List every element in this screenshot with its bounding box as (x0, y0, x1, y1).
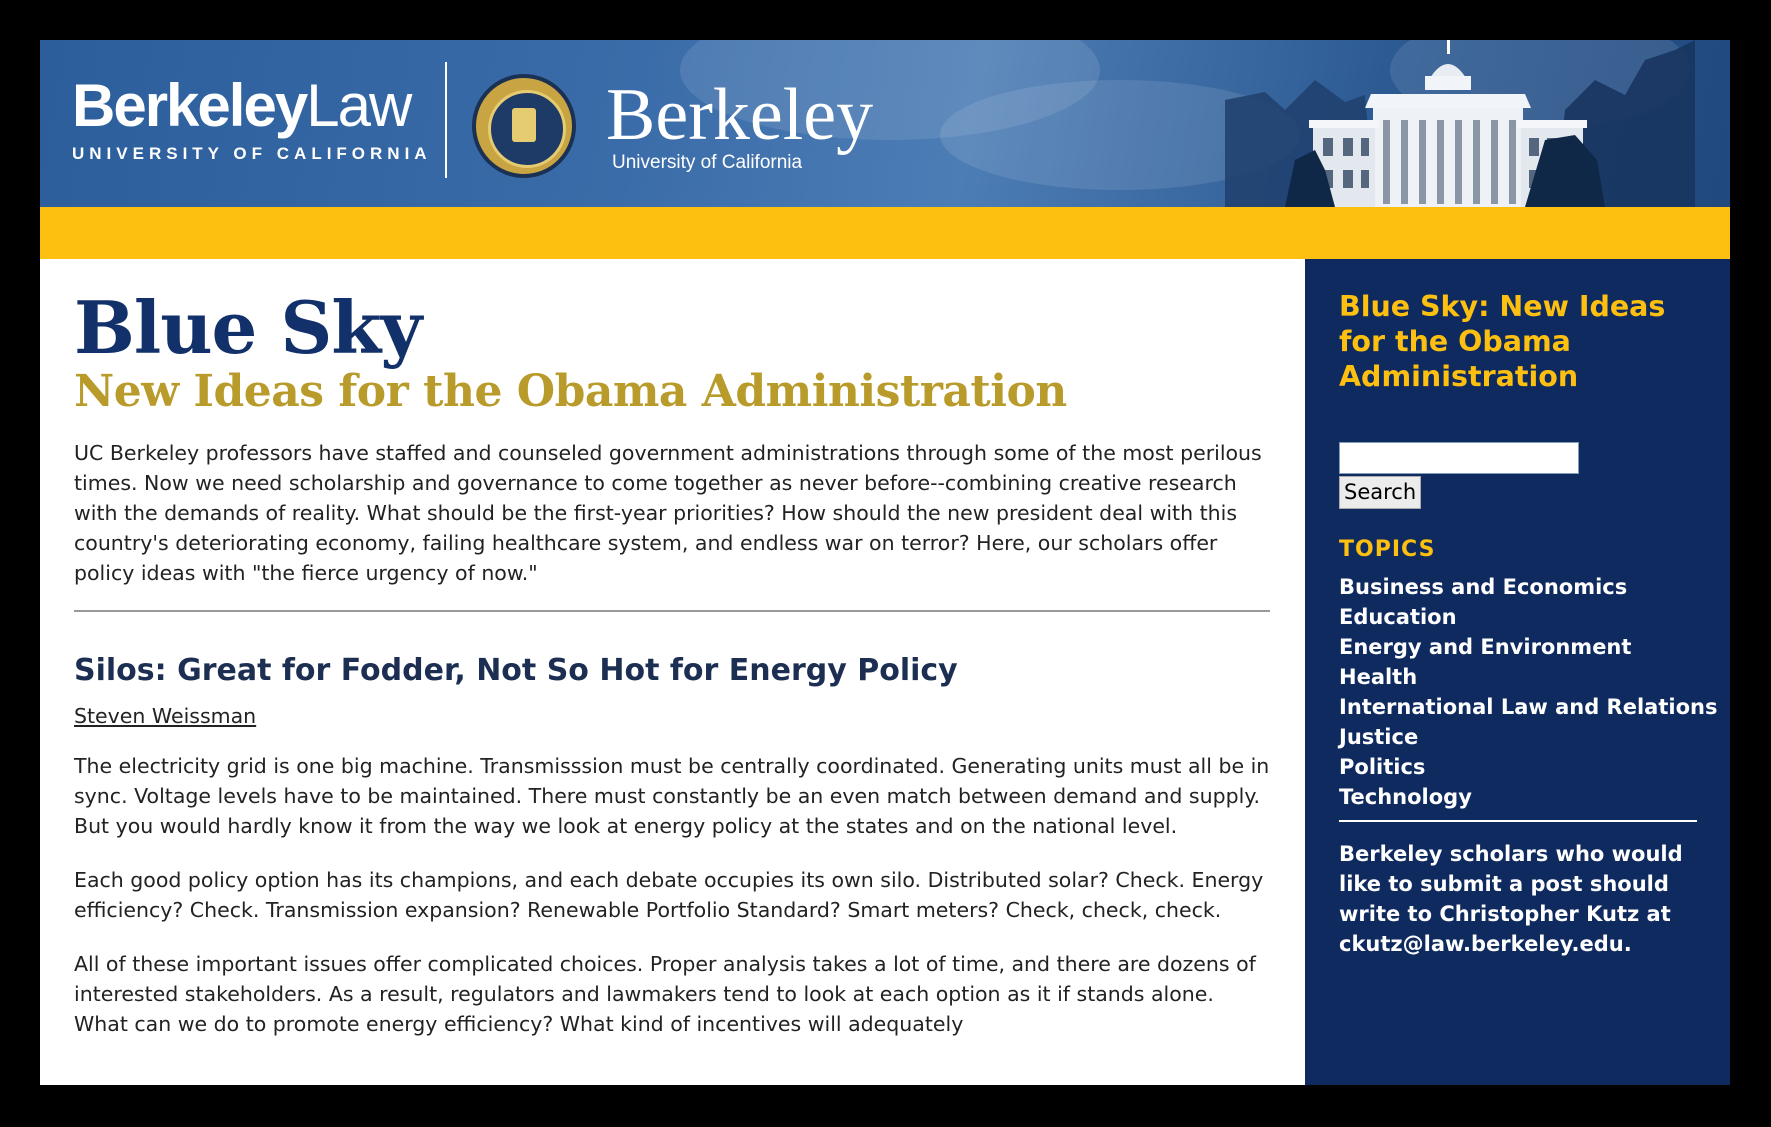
intro-text: UC Berkeley professors have staffed and counseled government administrations through some of the most perilous times. Now we need scholarship and governance to come together as never before--combining creative research with the demands of reality. What should be the first-year priorities? How should the new president deal with this country's deteriorating economy, failing healthcare system, and endless war on terror? Here, our scholars offer policy ideas with "the fierce urgency of now." (74, 441, 1262, 585)
divider (74, 610, 1270, 612)
search-input[interactable] (1339, 442, 1579, 474)
author-link[interactable]: Steven Weissman (74, 704, 257, 728)
browser-page (40, 40, 1730, 1085)
post-title[interactable]: Silos: Great for Fodder, Not So Hot for Energy Policy (74, 653, 958, 688)
topic-link-politics[interactable]: Politics (1339, 755, 1426, 779)
topic-link-health[interactable]: Health (1339, 665, 1418, 689)
logo-divider (445, 62, 447, 178)
berkeley-logo-name: Berkeley (606, 74, 874, 156)
law-logo-part1: Berkeley (72, 72, 307, 139)
sidebar-divider (1339, 820, 1697, 822)
page-subtitle: New Ideas for the Obama Administration (74, 366, 1067, 417)
white-house-icon (1225, 40, 1695, 207)
site-header (40, 40, 1730, 207)
topics-heading: TOPICS (1339, 537, 1436, 562)
sidebar (1305, 259, 1730, 1085)
search-button[interactable]: Search (1339, 476, 1421, 509)
uc-berkeley-logo[interactable] (606, 74, 874, 174)
berkeley-logo-subtitle: University of California (612, 152, 803, 173)
page-title: Blue Sky (74, 285, 422, 370)
topic-link-energy-environment[interactable]: Energy and Environment (1339, 635, 1632, 659)
submission-note: Berkeley scholars who would like to submit a post should write to Christopher Kutz at ckutz@law.berkeley.edu. (1339, 842, 1683, 956)
post-paragraph: The electricity grid is one big machine. Transmisssion must be centrally coordinated. Generating units must all be in sync. Voltage levels have to be maintained. There must constantly be an even match between demand and supply. But you would hardly know it from the way we look at energy policy at the states and on the national level. (74, 754, 1270, 838)
topic-link-business-economics[interactable]: Business and Economics (1339, 575, 1628, 599)
main-content (74, 285, 1270, 1039)
topic-link-education[interactable]: Education (1339, 605, 1457, 629)
topics-list (1339, 572, 1717, 812)
law-logo-part2: Law (306, 72, 411, 139)
law-logo-subtitle: UNIVERSITY OF CALIFORNIA (72, 144, 432, 163)
topic-link-international-law[interactable]: International Law and Relations (1339, 695, 1718, 719)
sidebar-title[interactable]: Blue Sky: New Ideas for the Obama Administration (1339, 290, 1666, 393)
topic-link-justice[interactable]: Justice (1339, 725, 1419, 749)
post-paragraph: All of these important issues offer complicated choices. Proper analysis takes a lot of time, and there are dozens of interested stakeholders. As a result, regulators and lawmakers tend to look at each option as it if stands alone. What can we do to promote energy efficiency? What kind of incentives will adequately (74, 952, 1256, 1036)
uc-seal-icon (472, 74, 576, 178)
berkeley-law-logo[interactable] (72, 72, 432, 164)
header-accent-bar (40, 207, 1730, 259)
topic-link-technology[interactable]: Technology (1339, 785, 1472, 809)
post-paragraph: Each good policy option has its champions, and each debate occupies its own silo. Distributed solar? Check. Energy efficiency? Check. Transmission expansion? Renewable Portfolio Standard? Smart meters? Check, check, check. (74, 868, 1264, 922)
